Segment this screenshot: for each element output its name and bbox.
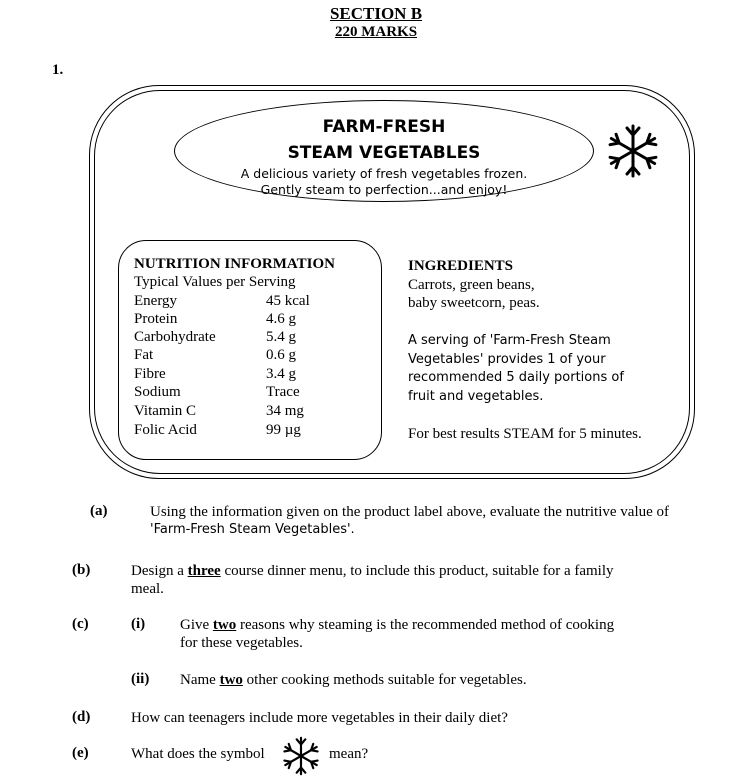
question-c-ii-label: (ii) <box>131 671 150 687</box>
nutrition-row: Vitamin C 34 mg <box>134 403 304 419</box>
section-marks: 220 MARKS <box>334 24 418 40</box>
snowflake-icon <box>604 122 662 180</box>
question-e-label: (e) <box>72 745 89 761</box>
question-b-text: Design a three course dinner menu, to include this product, suitable for a family meal. <box>131 563 614 597</box>
question-number: 1. <box>52 62 64 78</box>
nutrition-row: Fat 0.6 g <box>134 347 296 363</box>
ingredients-title: INGREDIENTS <box>408 258 514 274</box>
question-d-text: How can teenagers include more vegetables in their daily diet? <box>131 710 508 726</box>
brand-name-line1: FARM-FRESH <box>322 117 446 137</box>
question-a-text: Using the information given on the product label above, evaluate the nutritive value of 'Farm-Fresh Steam Vegetables'. <box>150 504 670 537</box>
nutrition-row: Sodium Trace <box>134 384 300 400</box>
steam-instruction: For best results STEAM for 5 minutes. <box>408 426 642 442</box>
snowflake-icon <box>280 735 322 777</box>
serving-note: A serving of 'Farm-Fresh Steam Vegetables' provides 1 of your recommended 5 daily portions of fruit and vegetables. <box>408 333 624 404</box>
question-b-label: (b) <box>72 562 91 578</box>
brand-name-line2: STEAM VEGETABLES <box>287 143 481 163</box>
nutrition-row: Energy 45 kcal <box>134 293 310 309</box>
ingredients-list: Carrots, green beans, baby sweetcorn, peas. <box>408 277 540 311</box>
question-a-label: (a) <box>90 503 108 519</box>
nutrition-row: Fibre 3.4 g <box>134 366 296 382</box>
nutrition-row: Folic Acid 99 µg <box>134 422 301 438</box>
question-e-text-pre: What does the symbol <box>131 746 265 762</box>
section-title: SECTION B <box>329 4 423 23</box>
nutrition-row: Carbohydrate 5.4 g <box>134 329 296 345</box>
question-d-label: (d) <box>72 709 91 725</box>
nutrition-row: Protein 4.6 g <box>134 311 296 327</box>
question-c-i-label: (i) <box>131 616 146 632</box>
nutrition-title: NUTRITION INFORMATION <box>134 256 335 272</box>
nutrition-subtitle: Typical Values per Serving <box>134 274 296 290</box>
question-c-ii-text: Name two other cooking methods suitable for vegetables. <box>180 672 527 688</box>
question-e-text-post: mean? <box>329 746 369 762</box>
question-c-i-text: Give two reasons why steaming is the recommended method of cooking for these vegetables. <box>180 617 615 651</box>
tagline-line2: Gently steam to perfection...and enjoy! <box>260 182 508 197</box>
question-c-label: (c) <box>72 616 89 632</box>
tagline-line1: A delicious variety of fresh vegetables frozen. <box>240 166 528 181</box>
